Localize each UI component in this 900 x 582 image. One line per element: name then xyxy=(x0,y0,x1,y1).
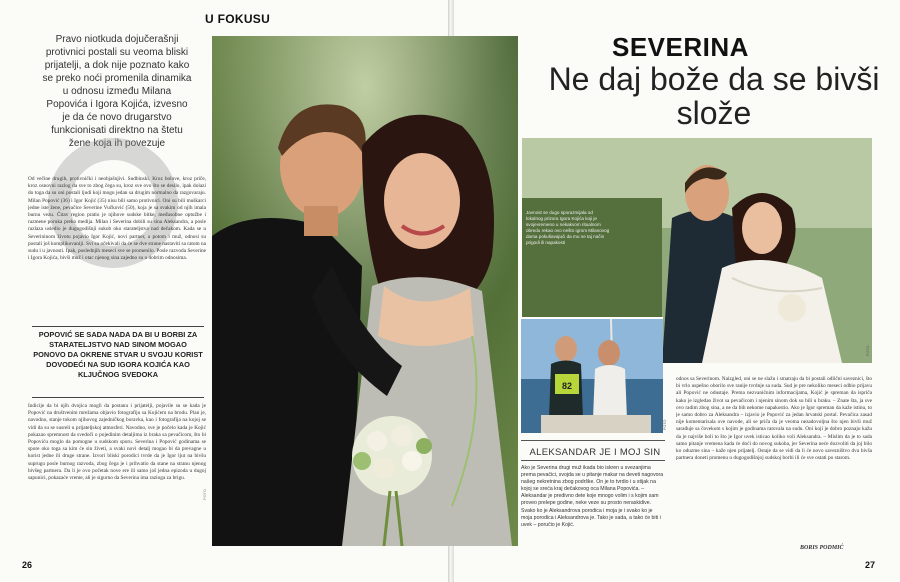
body-column-left-top: Od večine drugih, protivnički i neobjašnjivi. Sudbinski. Kroz bolove, kroz priče, kroz osnovni razlog da sve to zbog čega su, kroz sve ovo što se desilo, ipak dolazi do toga da su oni postali ljudi koji mogu jedan sa drugim normalno da razgovaraju. Milan Popović (36) i Igor Kojić (35) nisu bili samo protivnici. Oni su bili muškarci jedne iste žene, pevačice Severine Vučković (50), koja je sa svakim od njih imala burnu vezu. Čitav region pratio je njihove sudske bitke, međusobne optužbe i razmene poruka preko medija. Milan i Severina dobili su sina Aleksandra, a posle razlaza usledio je dugogodišnji sukob oko starateljstva nad dečakom. Kada se u Severininom životu pojavio Igor Kojić, novi partner, a potom i muž, odnosi su postali još komplikovaniji. Svi su očekivali da će se dve strane nastaviti sa ratom na sudu i u javnosti. Ipak, poslednjih meseci sve se promenilo. Posle razvoda Severine i Igora Kojića, bivši muž i otac njenog sina zajedno su u dobrim odnosima. xyxy=(28,176,206,262)
pullquote-rule-bottom xyxy=(32,397,204,398)
wedding-photo-credit: FOTO xyxy=(866,345,870,356)
headline-subtitle: Ne daj bože da se bivši slože xyxy=(548,61,880,131)
pullquote-rule-top xyxy=(32,326,204,327)
couple-photo xyxy=(212,36,518,546)
boat-photo xyxy=(521,317,663,433)
couple-photo-illustration xyxy=(212,36,518,546)
box-rule-bottom xyxy=(521,460,665,461)
box-rule-top xyxy=(521,440,665,441)
page-number-left: 26 xyxy=(22,560,33,570)
page-number-right: 27 xyxy=(865,560,876,570)
section-label: U FOKUSU xyxy=(205,12,271,26)
photo-credit: FOTO xyxy=(202,488,207,500)
headline-name: SEVERINA xyxy=(612,32,749,62)
wedding-photo-caption: Javnost se dugo sporazmijala od lokalnog prizora Igora Kojića koji je svojevremeno u nekakvom ritualnom obredu rekao ovo nešto igrom Milanovog dama pokušavajući da mu ne taj način prigodi ili napakosti xyxy=(526,210,610,245)
svg-text:82: 82 xyxy=(561,381,573,391)
boat-photo-illustration xyxy=(521,319,663,433)
sidebar-box-title: ALEKSANDAR JE I MOJ SIN xyxy=(529,447,661,458)
sidebar-box-text: Ako je Severina drugi muž ikada bio iskren u svezanjima prema pevačici, svojda se u pitanje makar na deveti nagovora našeg nekretnina zbog podrške. On je to tvrdio i u stijak na kojoj se sreća kraj dečakovog oca Milana Popovića. – Aleksandar je predivno dete koje mnogo volim i s kojim sam proveo prelepe godine, neke veze su prosto neraskidive. Svako ko je Aleksandrova porodica i moja je i svako ko je moja porodica i Aleksandrova je. Tako je sada, a tako će biti i uvek – poručio je Kojić. xyxy=(521,465,664,528)
body-column-left-bottom: Indicije da bi njih dvojica mogli da postanu i prijatelji, pojavile su se kada je Popović na društvenim mrežama objavio fotografiju sa Kojićem na brodu. Plan je, navodno, stanje tokom njihovog zajedničkog boravka, kao i fotografija na kojoj se vidi da su se susreli u prijateljskoj atmosferi. Navodno, sve je počelo kada je Kojić pokazao spremnost da svedoči o pojedinim detaljima iz braka sa pevačicom, što bi Popoviću moglo da pomogne u sudskom sporu. Severina i Popović godinama se spore oko toga sa kim će sin živeti, a svaki novi detalj mogao bi da prevagne u korist jedne ili druge strane. Izvori bliski porodici tvrde da je Igor ljut na bivšu suprugu posle burnog razvoda, zbog čega je i prihvatio da stane na stranu njenog bivšeg partnera. Da li je ovo početak nove ere ili samo još jedna epizoda u dugoj sapunici, pokazaće vreme, ali je sigurno da Severina ima razloga za brigu. xyxy=(28,403,206,482)
boat-photo-credit: FOTO xyxy=(663,419,667,430)
body-column-right: odnos sa Severinom. Naizgled, oni se ne slažu i smatraju da bi postali odlični saveznici, što bi vrlo uspešno oborilo sve ranije tvrdnje sa suda. Sud je pre nekoliko meseci odbio prijavu ali Popović ne odustaje. Prema nezvaničnim informacijama, Kojić je spreman da ispriča kako je izgledao život sa pevačicom i njenim sinom dok su bili u braku. – Znate šta, ja sve ovo radim zbog sina, a ne da bih nekome napakostio. Ako je Igor spreman da kaže istinu, to je samo dobro za Aleksandra – izjavio je Popović za jedan hrvatski portal. Pevačica zasad nije komentarisala ove navode, ali se priča da je veoma nezadovoljna što njen bivši muž sarađuje sa čovekom s kojim je godinama ratovala na sudu. Oni koji je dobro poznaju kažu da je najviše boli to što je Igor uvek isticao koliko voli Aleksandra. – Mislim da je to sada samo pitanje vremena kada će doći do novog sukoba, jer Severina neće dozvoliti da joj bilo ko oduzme sina – kaže njen prijatelj. Ostaje da se vidi da li će novo savezništvo dva bivša partnera doneti promenu u dugogodišnjoj sudskoj borbi ili će sve ostati po starom. xyxy=(676,376,872,462)
byline: BORIS PODMIĆ xyxy=(800,545,844,551)
lead-paragraph: Pravo niotkuda dojučerašnji protivnici postali su veoma bliski prijatelji, a dok nije poznato kako se preko noći promenila dinamika u odnosu između Milana Popovića i Igora Kojića, izvesno je da će novo drugarstvo funkcionisati direktno na štetu žene koja ih povezuje xyxy=(42,34,192,149)
pullquote: POPOVIĆ SE SADA NADA DA BI U BORBI ZA STARATELJSTVO NAD SINOM MOGAO PONOVO DA OKRENE STVAR U SVOJU KORIST DOVODEĆI NA SUD IGORA KOJIĆA KAO KLJUČNOG SVEDOKA xyxy=(33,330,203,379)
